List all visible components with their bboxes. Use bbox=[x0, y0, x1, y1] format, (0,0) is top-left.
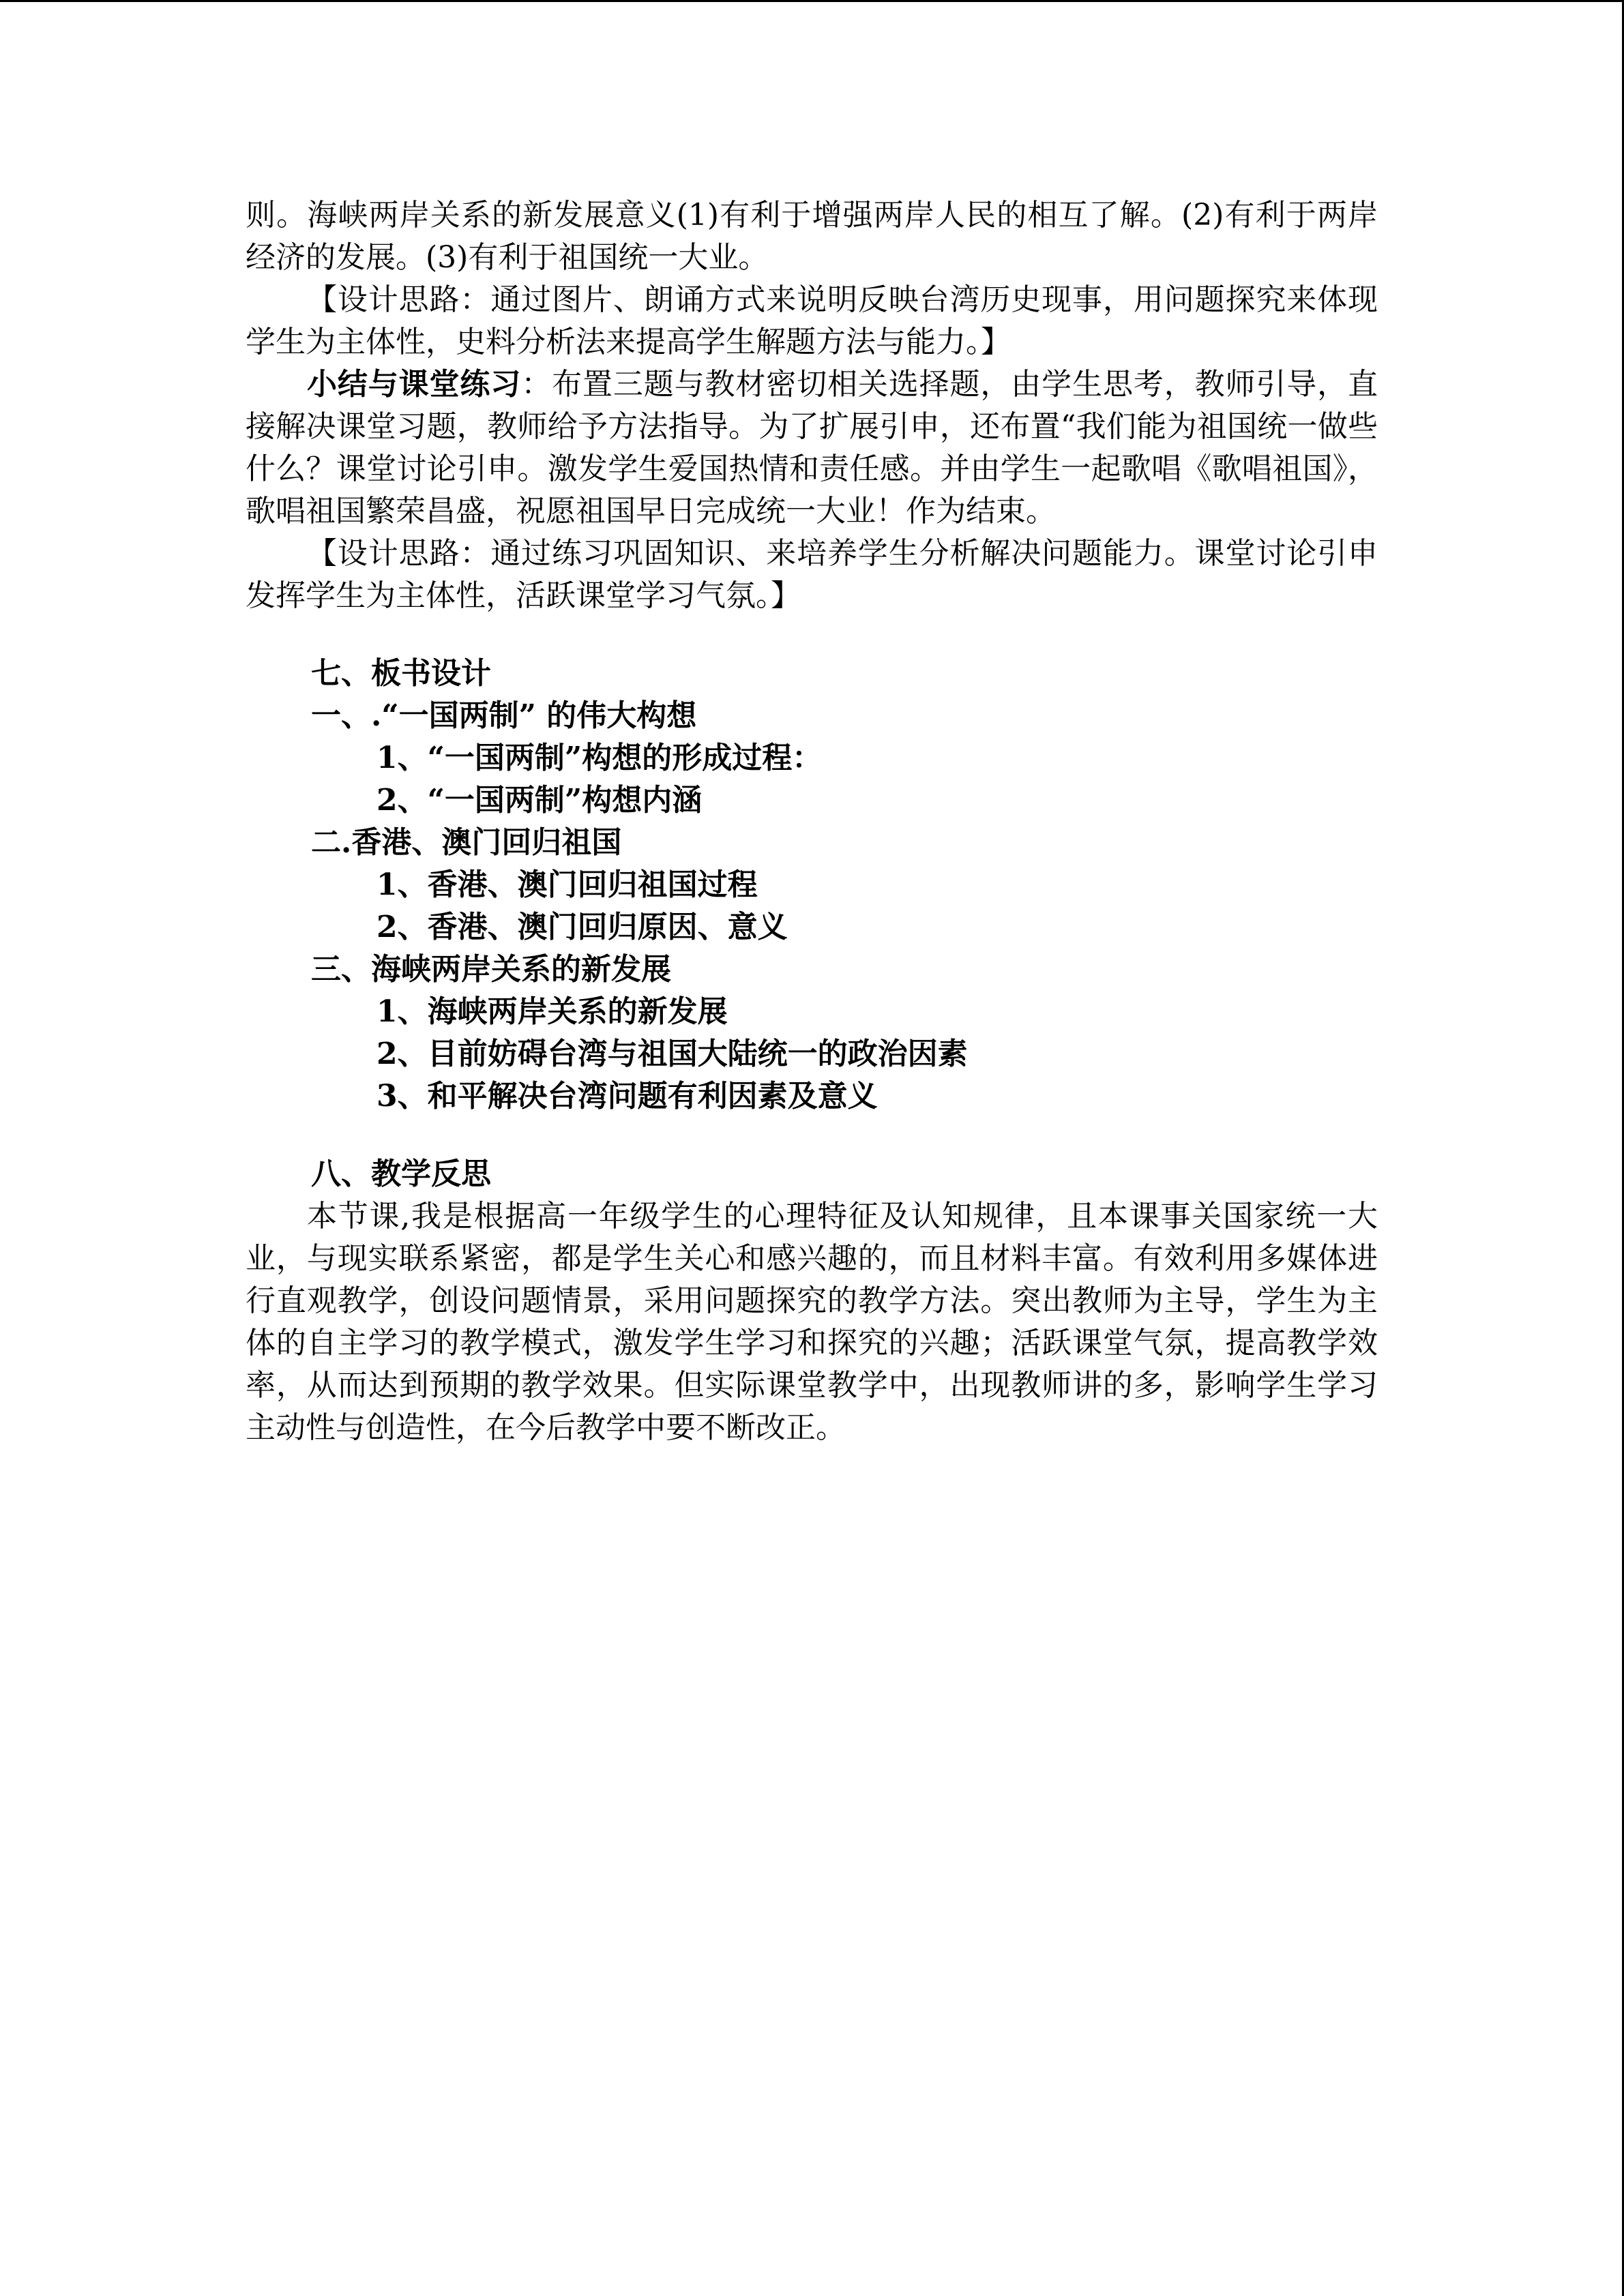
reflection-paragraph: 本节课,我是根据高一年级学生的心理特征及认知规律，且本课事关国家统一大业，与现实联系紧密，都是学生关心和感兴趣的，而且材料丰富。有效利用多媒体进行直观教学，创设问题情景，采用问题探究的教学方法。突出教师为主导，学生为主体的自主学习的教学模式，激发学生学习和探究的兴趣；活跃课堂气氛，提高教学效率，从而达到预期的教学效果。但实际课堂教学中，出现教师讲的多，影响学生学习主动性与创造性，在今后教学中要不断改正。 bbox=[246, 1199, 1378, 1445]
board-section-title: 一、.“一国两制” 的伟大构想 bbox=[311, 698, 697, 733]
board-section-item: 2、目前妨碍台湾与祖国大陆统一的政治因素 bbox=[377, 1037, 968, 1071]
continuation-paragraph: 则。海峡两岸关系的新发展意义(1)有利于增强两岸人民的相互了解。(2)有利于两岸经济的发展。(3)有利于祖国统一大业。 bbox=[246, 198, 1378, 275]
reflection-heading: 八、教学反思 bbox=[311, 1157, 491, 1191]
design-note-paragraph: 【设计思路：通过练习巩固知识、来培养学生分析解决问题能力。课堂讨论引申发挥学生为主体性，活跃课堂学习气氛。】 bbox=[246, 536, 1378, 613]
board-section-item: 3、和平解决台湾问题有利因素及意义 bbox=[377, 1079, 878, 1114]
board-design-heading: 七、板书设计 bbox=[311, 656, 491, 691]
board-section-item: 2、“一国两制”构想内涵 bbox=[377, 783, 703, 818]
board-section-title: 三、海峡两岸关系的新发展 bbox=[311, 952, 671, 987]
board-section-item: 1、香港、澳门回归祖国过程 bbox=[377, 867, 758, 902]
design-note-paragraph: 【设计思路：通过图片、朗诵方式来说明反映台湾历史现事，用问题探究来体现学生为主体性，史料分析法来提高学生解题方法与能力。】 bbox=[246, 282, 1378, 359]
board-section-item: 1、“一国两制”构想的形成过程： bbox=[377, 741, 823, 775]
summary-paragraph bbox=[246, 363, 1378, 533]
board-section-item: 1、海峡两岸关系的新发展 bbox=[377, 994, 728, 1029]
summary-label: 小结与课堂练习 bbox=[307, 367, 522, 402]
document-body bbox=[246, 194, 1378, 1449]
board-section-item: 2、香港、澳门回归原因、意义 bbox=[377, 910, 788, 944]
summary-text: ：布置三题与教材密切相关选择题，由学生思考，教师引导，直接解决课堂习题，教师给予方法指导。为了扩展引申，还布置“我们能为祖国统一做些什么？课堂讨论引申。激发学生爱国热情和责任感。并由学生一起歌唱《歌唱祖国》，歌唱祖国繁荣昌盛，祝愿祖国早日完成统一大业！作为结束。 bbox=[246, 367, 1378, 528]
board-section-title: 二.香港、澳门回归祖国 bbox=[311, 825, 622, 860]
